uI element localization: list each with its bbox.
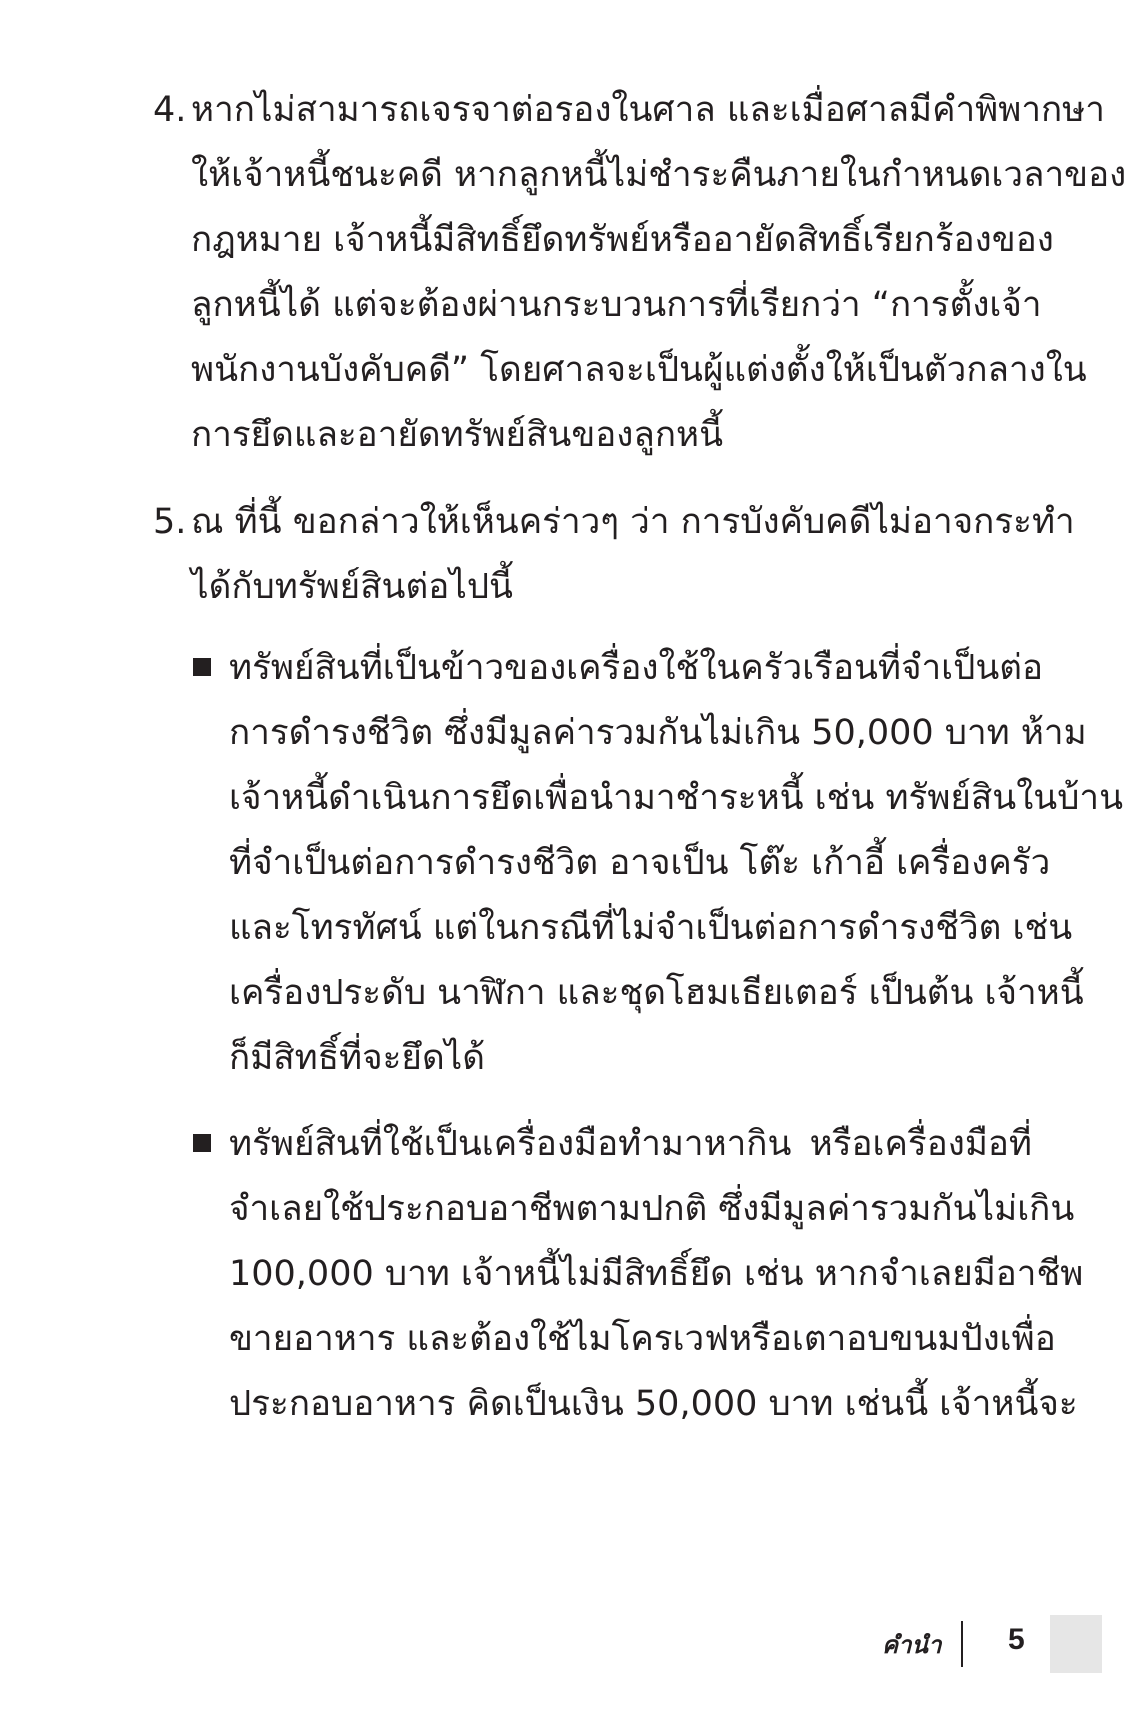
item-line: ลูกหนี้ได้ แต่จะต้องผ่านกระบวนการที่เรียกว่า “การตั้งเจ้า	[191, 285, 1042, 325]
section-label: คำนำ	[882, 1631, 942, 1659]
page-edge-tab	[1050, 1615, 1102, 1673]
item-number: 5.	[153, 502, 187, 542]
bullet-line: ทรัพย์สินที่ใช้เป็นเครื่องมือทำมาหากิน หรือเครื่องมือที่	[229, 1124, 1032, 1164]
bullet-item-1	[229, 636, 1124, 1091]
bullet-line: การดำรงชีวิต ซึ่งมีมูลค่ารวมกันไม่เกิน 50,000 บาท ห้าม	[229, 713, 1087, 753]
item-line: พนักงานบังคับคดี” โดยศาลจะเป็นผู้แต่งตั้งให้เป็นตัวกลางใน	[191, 350, 1087, 390]
page-footer	[0, 1615, 1102, 1675]
numbered-item-5	[153, 490, 1075, 620]
item-line: หากไม่สามารถเจรจาต่อรองในศาล และเมื่อศาลมีคำพิพากษา	[191, 90, 1105, 130]
bullet-line: เครื่องประดับ นาฬิกา และชุดโฮมเธียเตอร์ เป็นต้น เจ้าหนี้	[229, 973, 1084, 1013]
footer-divider	[961, 1621, 963, 1667]
bullet-item-2	[229, 1112, 1084, 1437]
bullet-line: 100,000 บาท เจ้าหนี้ไม่มีสิทธิ์ยึด เช่น หากจำเลยมีอาชีพ	[229, 1254, 1084, 1294]
item-line: ณ ที่นี้ ขอกล่าวให้เห็นคร่าวๆ ว่า การบังคับคดีไม่อาจกระทำ	[191, 502, 1075, 542]
bullet-line: ประกอบอาหาร คิดเป็นเงิน 50,000 บาท เช่นนี้ เจ้าหนี้จะ	[229, 1384, 1078, 1424]
bullet-line: ขายอาหาร และต้องใช้ไมโครเวฟหรือเตาอบขนมปังเพื่อ	[229, 1319, 1056, 1359]
item-line: ให้เจ้าหนี้ชนะคดี หากลูกหนี้ไม่ชำระคืนภายในกำหนดเวลาของ	[191, 155, 1126, 195]
square-bullet-icon	[193, 1134, 211, 1152]
numbered-item-4	[153, 78, 1126, 468]
bullet-line: เจ้าหนี้ดำเนินการยึดเพื่อนำมาชำระหนี้ เช่น ทรัพย์สินในบ้าน	[229, 778, 1124, 818]
bullet-line: ทรัพย์สินที่เป็นข้าวของเครื่องใช้ในครัวเรือนที่จำเป็นต่อ	[229, 648, 1043, 688]
item-number: 4.	[153, 90, 187, 130]
item-line: ได้กับทรัพย์สินต่อไปนี้	[191, 567, 513, 607]
item-line: กฎหมาย เจ้าหนี้มีสิทธิ์ยึดทรัพย์หรืออายัดสิทธิ์เรียกร้องของ	[191, 220, 1054, 260]
bullet-line: ที่จำเป็นต่อการดำรงชีวิต อาจเป็น โต๊ะ เก้าอี้ เครื่องครัว	[229, 843, 1051, 883]
square-bullet-icon	[193, 658, 211, 676]
bullet-line: ก็มีสิทธิ์ที่จะยึดได้	[229, 1038, 486, 1078]
bullet-line: และโทรทัศน์ แต่ในกรณีที่ไม่จำเป็นต่อการดำรงชีวิต เช่น	[229, 908, 1073, 948]
bullet-line: จำเลยใช้ประกอบอาชีพตามปกติ ซึ่งมีมูลค่ารวมกันไม่เกิน	[229, 1189, 1075, 1229]
item-line: การยึดและอายัดทรัพย์สินของลูกหนี้	[191, 415, 724, 455]
page-number: 5	[1008, 1623, 1025, 1656]
